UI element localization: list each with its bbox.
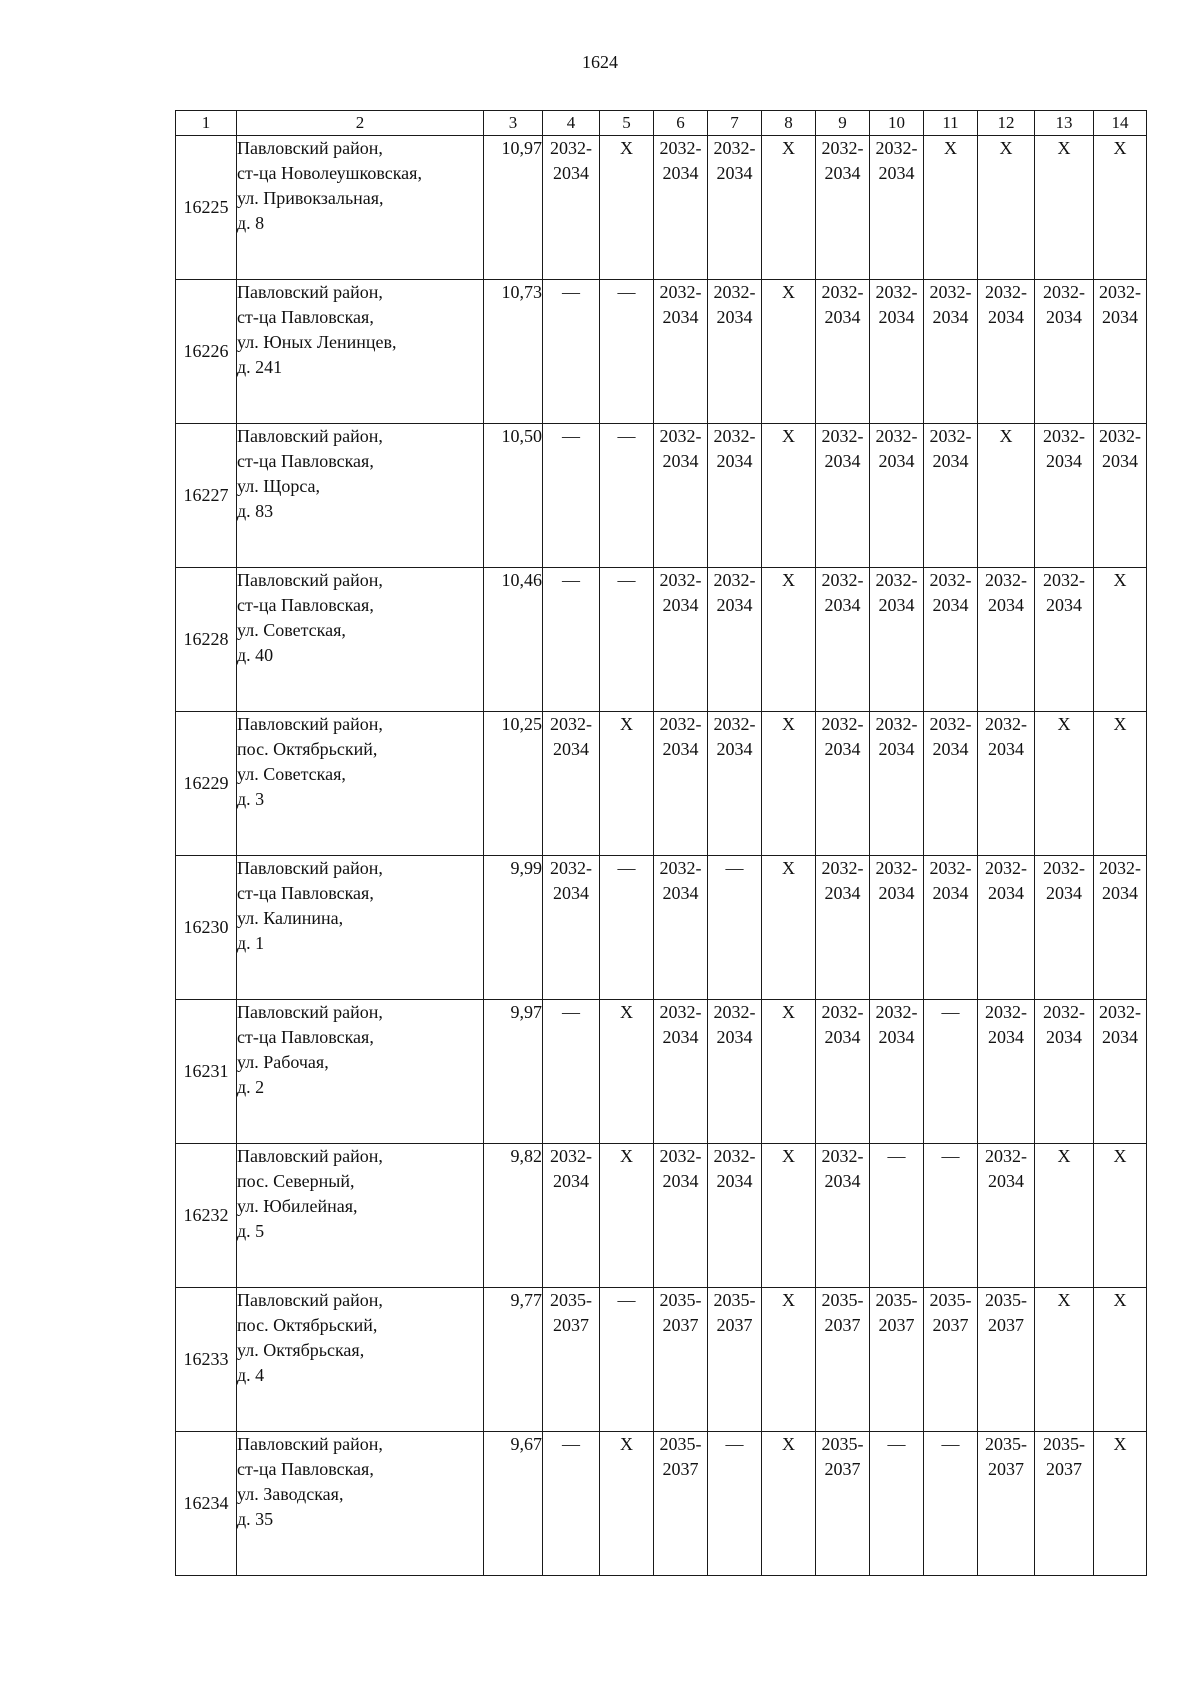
period-cell: 2032- 2034	[924, 280, 978, 424]
not-applicable-cell: X	[1094, 712, 1147, 856]
address-line: пос. Октябрьский,	[237, 739, 378, 759]
empty-dash-cell: —	[543, 1000, 600, 1144]
address-line: д. 4	[237, 1365, 265, 1385]
period-cell: 2032- 2034	[978, 1144, 1035, 1288]
period-cell: 2032- 2034	[708, 424, 762, 568]
row-id: 16232	[176, 1144, 237, 1288]
period-cell: 2032- 2034	[543, 712, 600, 856]
address-line: ст-ца Павловская,	[237, 595, 374, 615]
address-cell	[237, 1288, 484, 1432]
not-applicable-cell: X	[762, 568, 816, 712]
value-cell: 10,97	[484, 136, 543, 280]
period-cell: 2032- 2034	[978, 280, 1035, 424]
period-cell: 2035- 2037	[1035, 1432, 1094, 1576]
empty-dash-cell: —	[600, 568, 654, 712]
period-cell: 2035- 2037	[654, 1432, 708, 1576]
not-applicable-cell: X	[600, 1144, 654, 1288]
table-body	[176, 136, 1147, 1576]
address-cell	[237, 424, 484, 568]
period-cell: 2032- 2034	[654, 712, 708, 856]
address-line: ул. Юбилейная,	[237, 1196, 358, 1216]
not-applicable-cell: X	[600, 136, 654, 280]
table-header	[176, 111, 1147, 136]
not-applicable-cell: X	[1094, 1432, 1147, 1576]
not-applicable-cell: X	[600, 712, 654, 856]
period-cell: 2032- 2034	[816, 1000, 870, 1144]
address-line: ст-ца Павловская,	[237, 1027, 374, 1047]
period-cell: 2032- 2034	[1094, 280, 1147, 424]
period-cell: 2032- 2034	[816, 856, 870, 1000]
address-line: Павловский район,	[237, 1290, 383, 1310]
period-cell: 2032- 2034	[654, 1000, 708, 1144]
not-applicable-cell: X	[762, 1144, 816, 1288]
address-line: Павловский район,	[237, 282, 383, 302]
row-id: 16227	[176, 424, 237, 568]
period-cell: 2032- 2034	[1094, 1000, 1147, 1144]
period-cell: 2035- 2037	[978, 1432, 1035, 1576]
period-cell: 2032- 2034	[816, 712, 870, 856]
column-header-4: 4	[543, 111, 600, 136]
column-header-5: 5	[600, 111, 654, 136]
period-cell: 2032- 2034	[708, 1000, 762, 1144]
empty-dash-cell: —	[600, 280, 654, 424]
address-line: пос. Октябрьский,	[237, 1315, 378, 1335]
not-applicable-cell: X	[1035, 1144, 1094, 1288]
empty-dash-cell: —	[543, 568, 600, 712]
address-line: Павловский район,	[237, 714, 383, 734]
address-line: ст-ца Павловская,	[237, 307, 374, 327]
row-id: 16230	[176, 856, 237, 1000]
row-id: 16226	[176, 280, 237, 424]
address-line: ул. Советская,	[237, 620, 346, 640]
address-line: ст-ца Новолеушковская,	[237, 163, 422, 183]
period-cell: 2032- 2034	[1035, 1000, 1094, 1144]
period-cell: 2032- 2034	[978, 1000, 1035, 1144]
period-cell: 2032- 2034	[870, 424, 924, 568]
column-header-2: 2	[237, 111, 484, 136]
address-line: Павловский район,	[237, 1434, 383, 1454]
empty-dash-cell: —	[870, 1432, 924, 1576]
empty-dash-cell: —	[708, 856, 762, 1000]
address-line: д. 40	[237, 645, 274, 665]
period-cell: 2035- 2037	[870, 1288, 924, 1432]
not-applicable-cell: X	[762, 280, 816, 424]
table-row	[176, 856, 1147, 1000]
column-header-12: 12	[978, 111, 1035, 136]
address-line: ул. Октябрьская,	[237, 1340, 365, 1360]
table-row	[176, 136, 1147, 280]
column-header-11: 11	[924, 111, 978, 136]
address-line: д. 241	[237, 357, 283, 377]
period-cell: 2032- 2034	[708, 568, 762, 712]
period-cell: 2032- 2034	[924, 424, 978, 568]
period-cell: 2035- 2037	[978, 1288, 1035, 1432]
period-cell: 2035- 2037	[924, 1288, 978, 1432]
address-line: ул. Юных Ленинцев,	[237, 332, 397, 352]
row-id: 16229	[176, 712, 237, 856]
header-row	[176, 111, 1147, 136]
row-id: 16231	[176, 1000, 237, 1144]
column-header-8: 8	[762, 111, 816, 136]
not-applicable-cell: X	[1094, 1144, 1147, 1288]
period-cell: 2032- 2034	[816, 424, 870, 568]
not-applicable-cell: X	[1035, 1288, 1094, 1432]
address-line: Павловский район,	[237, 570, 383, 590]
column-header-1: 1	[176, 111, 237, 136]
address-cell	[237, 280, 484, 424]
schedule-table	[175, 110, 1147, 1576]
not-applicable-cell: X	[762, 136, 816, 280]
not-applicable-cell: X	[762, 424, 816, 568]
address-line: пос. Северный,	[237, 1171, 355, 1191]
period-cell: 2032- 2034	[543, 856, 600, 1000]
address-line: д. 1	[237, 933, 265, 953]
empty-dash-cell: —	[924, 1144, 978, 1288]
period-cell: 2035- 2037	[816, 1288, 870, 1432]
period-cell: 2032- 2034	[924, 568, 978, 712]
period-cell: 2032- 2034	[816, 136, 870, 280]
not-applicable-cell: X	[600, 1000, 654, 1144]
address-line: ул. Заводская,	[237, 1484, 344, 1504]
address-line: ул. Рабочая,	[237, 1052, 329, 1072]
table-row	[176, 1288, 1147, 1432]
period-cell: 2032- 2034	[870, 856, 924, 1000]
table-row	[176, 424, 1147, 568]
not-applicable-cell: X	[1035, 136, 1094, 280]
period-cell: 2035- 2037	[654, 1288, 708, 1432]
row-id: 16228	[176, 568, 237, 712]
column-header-9: 9	[816, 111, 870, 136]
period-cell: 2032- 2034	[708, 712, 762, 856]
column-header-3: 3	[484, 111, 543, 136]
period-cell: 2032- 2034	[870, 568, 924, 712]
empty-dash-cell: —	[543, 424, 600, 568]
address-line: Павловский район,	[237, 426, 383, 446]
address-cell	[237, 1432, 484, 1576]
address-line: Павловский район,	[237, 138, 383, 158]
not-applicable-cell: X	[1035, 712, 1094, 856]
period-cell: 2032- 2034	[816, 1144, 870, 1288]
address-line: ул. Привокзальная,	[237, 188, 384, 208]
empty-dash-cell: —	[708, 1432, 762, 1576]
not-applicable-cell: X	[1094, 136, 1147, 280]
not-applicable-cell: X	[762, 1288, 816, 1432]
period-cell: 2032- 2034	[654, 856, 708, 1000]
period-cell: 2032- 2034	[870, 1000, 924, 1144]
address-line: Павловский район,	[237, 858, 383, 878]
period-cell: 2032- 2034	[654, 280, 708, 424]
value-cell: 9,77	[484, 1288, 543, 1432]
period-cell: 2032- 2034	[978, 712, 1035, 856]
column-header-6: 6	[654, 111, 708, 136]
period-cell: 2032- 2034	[708, 1144, 762, 1288]
address-cell	[237, 856, 484, 1000]
period-cell: 2032- 2034	[1035, 280, 1094, 424]
period-cell: 2032- 2034	[1035, 424, 1094, 568]
value-cell: 9,97	[484, 1000, 543, 1144]
not-applicable-cell: X	[1094, 568, 1147, 712]
row-id: 16234	[176, 1432, 237, 1576]
table-row	[176, 712, 1147, 856]
address-line: Павловский район,	[237, 1146, 383, 1166]
table-row	[176, 1000, 1147, 1144]
column-header-14: 14	[1094, 111, 1147, 136]
period-cell: 2032- 2034	[1035, 568, 1094, 712]
empty-dash-cell: —	[543, 1432, 600, 1576]
not-applicable-cell: X	[762, 712, 816, 856]
address-line: ст-ца Павловская,	[237, 451, 374, 471]
address-line: д. 83	[237, 501, 274, 521]
column-header-13: 13	[1035, 111, 1094, 136]
period-cell: 2032- 2034	[1094, 856, 1147, 1000]
address-cell	[237, 1144, 484, 1288]
period-cell: 2035- 2037	[816, 1432, 870, 1576]
empty-dash-cell: —	[600, 856, 654, 1000]
period-cell: 2032- 2034	[1035, 856, 1094, 1000]
period-cell: 2032- 2034	[1094, 424, 1147, 568]
address-line: ст-ца Павловская,	[237, 883, 374, 903]
period-cell: 2032- 2034	[708, 280, 762, 424]
address-line: д. 3	[237, 789, 265, 809]
row-id: 16225	[176, 136, 237, 280]
period-cell: 2032- 2034	[924, 856, 978, 1000]
row-id: 16233	[176, 1288, 237, 1432]
address-cell	[237, 568, 484, 712]
period-cell: 2032- 2034	[870, 280, 924, 424]
empty-dash-cell: —	[924, 1000, 978, 1144]
column-header-7: 7	[708, 111, 762, 136]
value-cell: 9,82	[484, 1144, 543, 1288]
period-cell: 2032- 2034	[924, 712, 978, 856]
address-cell	[237, 1000, 484, 1144]
value-cell: 9,99	[484, 856, 543, 1000]
not-applicable-cell: X	[978, 424, 1035, 568]
empty-dash-cell: —	[600, 1288, 654, 1432]
period-cell: 2035- 2037	[543, 1288, 600, 1432]
period-cell: 2032- 2034	[978, 856, 1035, 1000]
empty-dash-cell: —	[600, 424, 654, 568]
address-line: д. 35	[237, 1509, 274, 1529]
address-line: ул. Калинина,	[237, 908, 344, 928]
not-applicable-cell: X	[762, 1000, 816, 1144]
period-cell: 2032- 2034	[654, 1144, 708, 1288]
not-applicable-cell: X	[762, 856, 816, 1000]
empty-dash-cell: —	[870, 1144, 924, 1288]
address-line: ст-ца Павловская,	[237, 1459, 374, 1479]
table-row	[176, 1144, 1147, 1288]
not-applicable-cell: X	[762, 1432, 816, 1576]
period-cell: 2032- 2034	[654, 136, 708, 280]
value-cell: 10,73	[484, 280, 543, 424]
table-row	[176, 568, 1147, 712]
page-number: 1624	[582, 52, 618, 72]
address-line: ул. Советская,	[237, 764, 346, 784]
address-line: Павловский район,	[237, 1002, 383, 1022]
not-applicable-cell: X	[600, 1432, 654, 1576]
table-row	[176, 1432, 1147, 1576]
value-cell: 9,67	[484, 1432, 543, 1576]
column-header-10: 10	[870, 111, 924, 136]
period-cell: 2032- 2034	[816, 280, 870, 424]
table-row	[176, 280, 1147, 424]
address-line: д. 8	[237, 213, 265, 233]
address-cell	[237, 136, 484, 280]
period-cell: 2032- 2034	[816, 568, 870, 712]
not-applicable-cell: X	[924, 136, 978, 280]
address-line: д. 5	[237, 1221, 265, 1241]
not-applicable-cell: X	[978, 136, 1035, 280]
period-cell: 2032- 2034	[543, 1144, 600, 1288]
not-applicable-cell: X	[1094, 1288, 1147, 1432]
period-cell: 2032- 2034	[654, 568, 708, 712]
empty-dash-cell: —	[543, 280, 600, 424]
address-cell	[237, 712, 484, 856]
value-cell: 10,25	[484, 712, 543, 856]
empty-dash-cell: —	[924, 1432, 978, 1576]
period-cell: 2032- 2034	[978, 568, 1035, 712]
period-cell: 2032- 2034	[708, 136, 762, 280]
value-cell: 10,46	[484, 568, 543, 712]
period-cell: 2032- 2034	[870, 712, 924, 856]
address-line: ул. Щорса,	[237, 476, 321, 496]
period-cell: 2032- 2034	[543, 136, 600, 280]
period-cell: 2032- 2034	[870, 136, 924, 280]
address-line: д. 2	[237, 1077, 265, 1097]
value-cell: 10,50	[484, 424, 543, 568]
period-cell: 2032- 2034	[654, 424, 708, 568]
period-cell: 2035- 2037	[708, 1288, 762, 1432]
